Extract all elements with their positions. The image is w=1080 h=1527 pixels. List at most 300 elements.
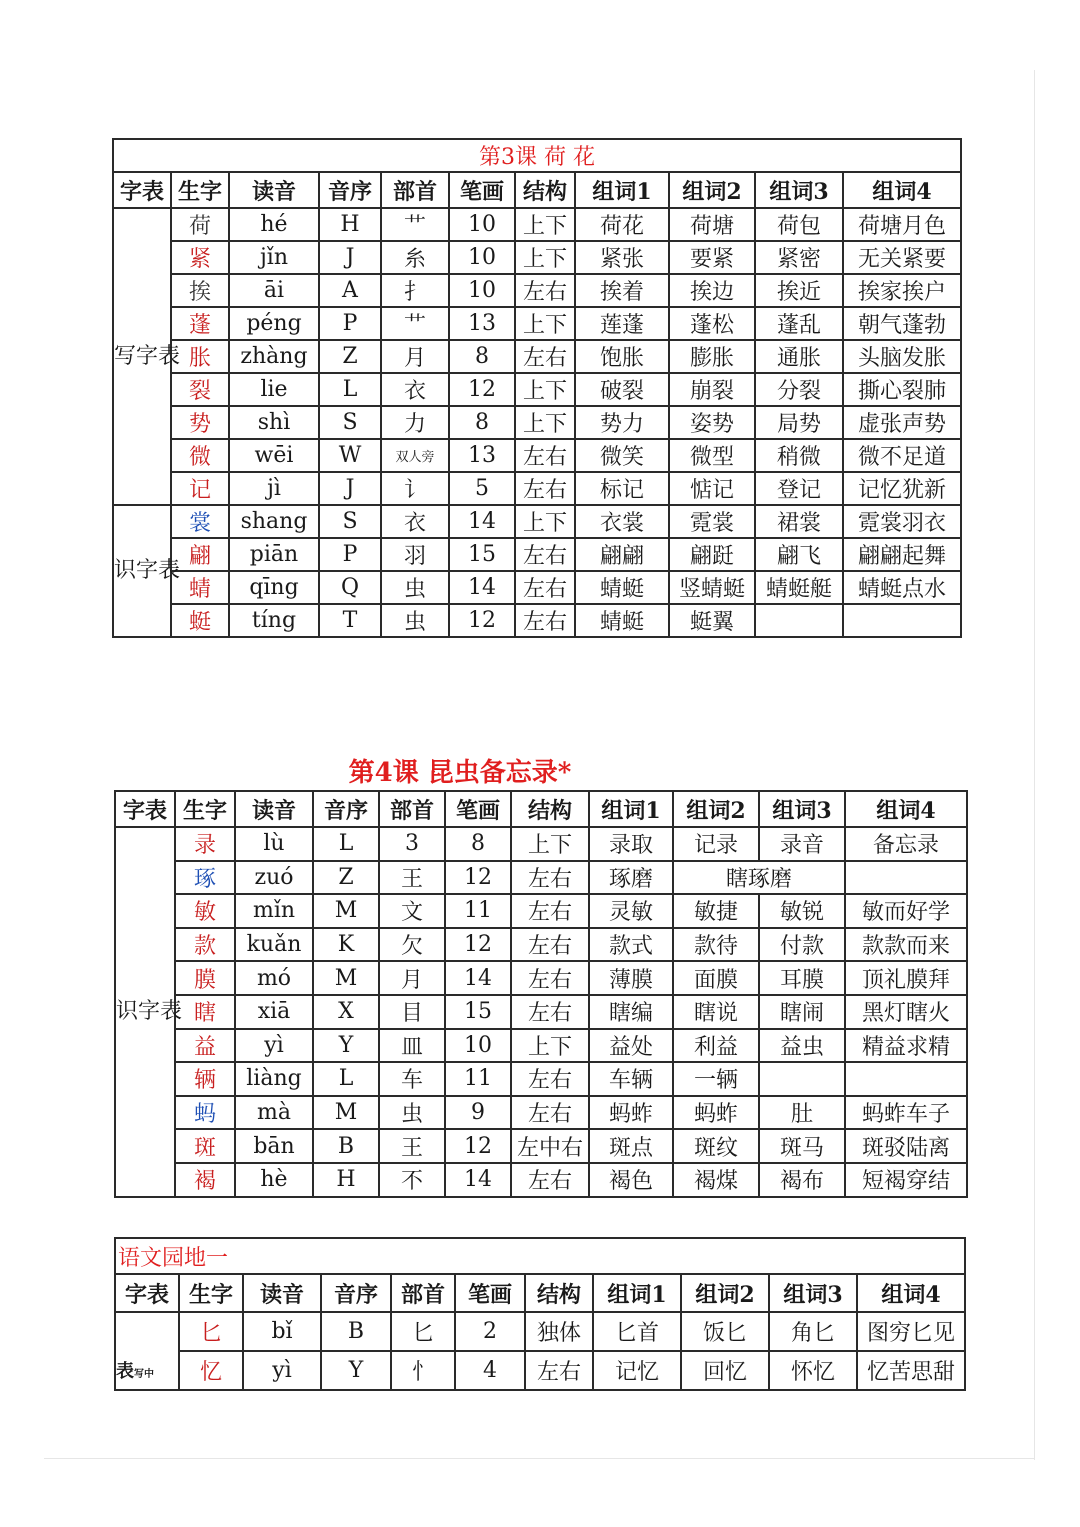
cell-w4: 蜻蜓点水 — [843, 571, 961, 604]
cell-strokes: 12 — [445, 928, 511, 962]
cell-structure: 左右 — [511, 961, 589, 995]
cell-structure: 左右 — [511, 1163, 589, 1197]
cell-char: 紧 — [171, 241, 229, 274]
cell-w4: 微不足道 — [843, 439, 961, 472]
column-header: 读音 — [235, 791, 313, 827]
cell-w4: 虚张声势 — [843, 406, 961, 439]
cell-w4: 款款而来 — [845, 928, 967, 962]
cell-w1: 琢磨 — [589, 861, 673, 895]
cell-w1: 蜻蜓 — [575, 604, 669, 637]
column-header: 字表 — [115, 1274, 179, 1312]
cell-initial: J — [319, 472, 381, 505]
cell-w3: 荷包 — [755, 208, 843, 241]
column-header: 部首 — [391, 1274, 455, 1312]
cell-w3: 紧密 — [755, 241, 843, 274]
cell-w4: 朝气蓬勃 — [843, 307, 961, 340]
cell-w1: 车辆 — [589, 1062, 673, 1096]
cell-radical: 讠 — [381, 472, 449, 505]
cell-w2: 膨胀 — [669, 340, 755, 373]
cell-strokes: 13 — [449, 439, 515, 472]
cell-w1: 荷花 — [575, 208, 669, 241]
cell-initial: Y — [313, 1029, 379, 1063]
cell-char: 琢 — [175, 861, 235, 895]
column-header: 音序 — [313, 791, 379, 827]
table-row — [115, 861, 967, 895]
cell-w1: 衣裳 — [575, 505, 669, 538]
table-header-row — [115, 791, 967, 827]
table-row — [113, 307, 961, 340]
cell-w1: 紧张 — [575, 241, 669, 274]
cell-radical: 王 — [379, 861, 445, 895]
cell-pinyin: mó — [235, 961, 313, 995]
cell-initial: K — [313, 928, 379, 962]
cell-w3: 斑马 — [759, 1129, 845, 1163]
table-row — [113, 208, 961, 241]
cell-w4: 短褐穿结 — [845, 1163, 967, 1197]
cell-strokes: 15 — [445, 995, 511, 1029]
cell-w2: 微型 — [669, 439, 755, 472]
cell-strokes: 9 — [445, 1096, 511, 1130]
column-header: 组词4 — [843, 172, 961, 208]
cell-structure: 上下 — [515, 406, 575, 439]
cell-structure: 左右 — [511, 1062, 589, 1096]
cell-w2: 荷塘 — [669, 208, 755, 241]
table-row — [115, 1312, 965, 1351]
cell-char: 膜 — [175, 961, 235, 995]
column-header: 字表 — [115, 791, 175, 827]
cell-structure: 左右 — [515, 604, 575, 637]
cell-pinyin: mà — [235, 1096, 313, 1130]
cell-w2: 蚂蚱 — [673, 1096, 759, 1130]
column-header: 组词1 — [593, 1274, 681, 1312]
column-header: 组词3 — [759, 791, 845, 827]
cell-w2: 蓬松 — [669, 307, 755, 340]
cell-strokes: 14 — [449, 571, 515, 604]
cell-w1: 破裂 — [575, 373, 669, 406]
cell-strokes: 8 — [445, 827, 511, 861]
cell-w2: 款待 — [673, 928, 759, 962]
cell-strokes: 15 — [449, 538, 515, 571]
column-header: 笔画 — [449, 172, 515, 208]
cell-char: 裳 — [171, 505, 229, 538]
cell-initial: M — [313, 1096, 379, 1130]
cell-char: 款 — [175, 928, 235, 962]
cell-initial: B — [313, 1129, 379, 1163]
cell-radical: 虫 — [381, 604, 449, 637]
cell-w3: 翩飞 — [755, 538, 843, 571]
cell-radical: 忄 — [391, 1351, 455, 1390]
cell-w4: 蚂蚱车子 — [845, 1096, 967, 1130]
column-header: 组词1 — [575, 172, 669, 208]
cell-w2: 褐煤 — [673, 1163, 759, 1197]
column-header: 结构 — [525, 1274, 593, 1312]
column-header: 字表 — [113, 172, 171, 208]
table-row — [113, 571, 961, 604]
cell-pinyin: yì — [243, 1351, 321, 1390]
cell-w4: 备忘录 — [845, 827, 967, 861]
cell-w3: 肚 — [759, 1096, 845, 1130]
cell-w1: 翩翩 — [575, 538, 669, 571]
column-header: 读音 — [229, 172, 319, 208]
cell-structure: 左右 — [515, 472, 575, 505]
cell-w1: 标记 — [575, 472, 669, 505]
cell-w2: 蜓翼 — [669, 604, 755, 637]
cell-w3: 稍微 — [755, 439, 843, 472]
table-row — [115, 894, 967, 928]
group-label: 识字表 — [113, 505, 171, 637]
cell-pinyin: tíng — [229, 604, 319, 637]
cell-w3: 耳膜 — [759, 961, 845, 995]
table-title-row — [113, 139, 961, 172]
cell-w2: 记录 — [673, 827, 759, 861]
cell-structure: 左右 — [511, 1096, 589, 1130]
cell-w3: 瞎闹 — [759, 995, 845, 1029]
cell-initial: B — [321, 1312, 391, 1351]
cell-w4: 无关紧要 — [843, 241, 961, 274]
cell-w4: 敏而好学 — [845, 894, 967, 928]
cell-w4: 记忆犹新 — [843, 472, 961, 505]
cell-pinyin: piān — [229, 538, 319, 571]
cell-radical: 匕 — [391, 1312, 455, 1351]
cell-w4: 图穷匕见 — [857, 1312, 965, 1351]
cell-pinyin: lù — [235, 827, 313, 861]
cell-strokes: 13 — [449, 307, 515, 340]
cell-radical: 扌 — [381, 274, 449, 307]
lesson-title: 第4课 昆虫备忘录* — [348, 758, 572, 788]
cell-pinyin: shang — [229, 505, 319, 538]
cell-pinyin: xiā — [235, 995, 313, 1029]
group-label — [115, 1312, 179, 1390]
cell-structure: 左中右 — [511, 1129, 589, 1163]
column-header: 读音 — [243, 1274, 321, 1312]
cell-strokes: 14 — [449, 505, 515, 538]
cell-initial: S — [319, 505, 381, 538]
cell-char: 荷 — [171, 208, 229, 241]
cell-w4: 斑驳陆离 — [845, 1129, 967, 1163]
cell-w1: 饱胀 — [575, 340, 669, 373]
cell-pinyin: lie — [229, 373, 319, 406]
cell-w1: 记忆 — [593, 1351, 681, 1390]
cell-initial: H — [319, 208, 381, 241]
cell-w4: 翩翩起舞 — [843, 538, 961, 571]
cell-radical: 王 — [379, 1129, 445, 1163]
cell-strokes: 10 — [445, 1029, 511, 1063]
table-title-row — [115, 1238, 965, 1274]
cell-w2: 瞎说 — [673, 995, 759, 1029]
cell-w3: 挨近 — [755, 274, 843, 307]
column-header: 生字 — [175, 791, 235, 827]
lesson4-section — [114, 790, 966, 1198]
column-header: 结构 — [515, 172, 575, 208]
cell-initial: P — [319, 538, 381, 571]
cell-strokes: 14 — [445, 961, 511, 995]
cell-w3: 褐布 — [759, 1163, 845, 1197]
cell-structure: 左右 — [515, 340, 575, 373]
column-header: 组词4 — [857, 1274, 965, 1312]
cell-w3: 蜻蜓艇 — [755, 571, 843, 604]
cell-structure: 左右 — [511, 861, 589, 895]
table-row — [113, 340, 961, 373]
lesson3-section — [112, 138, 960, 638]
cell-initial: L — [313, 827, 379, 861]
cell-radical: 糸 — [381, 241, 449, 274]
lesson-title: 第3课 荷 花 — [113, 139, 961, 172]
cell-w1: 斑点 — [589, 1129, 673, 1163]
table-row — [115, 995, 967, 1029]
cell-w3: 敏锐 — [759, 894, 845, 928]
table-header-row — [115, 1274, 965, 1312]
cell-w4: 精益求精 — [845, 1029, 967, 1063]
cell-radical: 皿 — [379, 1029, 445, 1063]
cell-w4: 挨家挨户 — [843, 274, 961, 307]
cell-pinyin: jì — [229, 472, 319, 505]
column-header: 组词4 — [845, 791, 967, 827]
cell-w3: 录音 — [759, 827, 845, 861]
cell-char: 记 — [171, 472, 229, 505]
cell-initial: T — [319, 604, 381, 637]
table-row — [113, 241, 961, 274]
lesson3-table — [112, 138, 962, 638]
table-row — [115, 1062, 967, 1096]
cell-char: 裂 — [171, 373, 229, 406]
cell-structure: 左右 — [511, 928, 589, 962]
cell-w1: 蜻蜓 — [575, 571, 669, 604]
cell-radical: 双人旁 — [381, 439, 449, 472]
cell-initial: W — [319, 439, 381, 472]
cell-char: 蚂 — [175, 1096, 235, 1130]
cell-pinyin: wēi — [229, 439, 319, 472]
cell-strokes: 12 — [445, 1129, 511, 1163]
cell-char: 胀 — [171, 340, 229, 373]
cell-strokes: 11 — [445, 1062, 511, 1096]
cell-pinyin: hé — [229, 208, 319, 241]
cell-w3: 益虫 — [759, 1029, 845, 1063]
cell-w3: 怀忆 — [769, 1351, 857, 1390]
cell-char: 蓬 — [171, 307, 229, 340]
cell-w2: 姿势 — [669, 406, 755, 439]
cell-pinyin: bān — [235, 1129, 313, 1163]
table-header-row — [113, 172, 961, 208]
table-row — [115, 1163, 967, 1197]
cell-structure: 上下 — [511, 827, 589, 861]
cell-w1: 款式 — [589, 928, 673, 962]
cell-w4: 荷塘月色 — [843, 208, 961, 241]
column-header: 组词2 — [681, 1274, 769, 1312]
cell-w3: 登记 — [755, 472, 843, 505]
garden-section — [114, 1237, 964, 1391]
cell-structure: 上下 — [511, 1029, 589, 1063]
cell-structure: 上下 — [515, 373, 575, 406]
cell-w2: 一辆 — [673, 1062, 759, 1096]
cell-w1: 莲蓬 — [575, 307, 669, 340]
cell-radical: 月 — [379, 961, 445, 995]
cell-strokes: 10 — [449, 241, 515, 274]
cell-initial: A — [319, 274, 381, 307]
column-header: 结构 — [511, 791, 589, 827]
cell-structure: 左右 — [515, 274, 575, 307]
cell-w1: 蚂蚱 — [589, 1096, 673, 1130]
table-row — [115, 1096, 967, 1130]
cell-radical: 不 — [379, 1163, 445, 1197]
cell-initial: Y — [321, 1351, 391, 1390]
cell-w3: 分裂 — [755, 373, 843, 406]
cell-w4: 撕心裂肺 — [843, 373, 961, 406]
cell-w3 — [759, 1062, 845, 1096]
cell-w2: 敏捷 — [673, 894, 759, 928]
cell-pinyin: mǐn — [235, 894, 313, 928]
cell-initial: Z — [313, 861, 379, 895]
cell-w1: 瞎编 — [589, 995, 673, 1029]
cell-initial: L — [313, 1062, 379, 1096]
column-header: 组词2 — [673, 791, 759, 827]
cell-strokes: 12 — [449, 373, 515, 406]
cell-char: 势 — [171, 406, 229, 439]
table-row — [113, 274, 961, 307]
cell-pinyin: hè — [235, 1163, 313, 1197]
cell-char: 斑 — [175, 1129, 235, 1163]
cell-initial: M — [313, 894, 379, 928]
cell-w4 — [845, 861, 967, 895]
page-edge — [1034, 70, 1035, 1460]
cell-w4: 黑灯瞎火 — [845, 995, 967, 1029]
cell-w1: 灵敏 — [589, 894, 673, 928]
cell-w2: 挨边 — [669, 274, 755, 307]
cell-radical: 艹 — [381, 208, 449, 241]
cell-initial: M — [313, 961, 379, 995]
cell-strokes: 5 — [449, 472, 515, 505]
table-row — [115, 1029, 967, 1063]
cell-pinyin: zhàng — [229, 340, 319, 373]
cell-structure: 上下 — [515, 241, 575, 274]
column-header: 组词3 — [755, 172, 843, 208]
column-header: 生字 — [179, 1274, 243, 1312]
cell-radical: 月 — [381, 340, 449, 373]
table-row — [115, 827, 967, 861]
cell-w4: 霓裳羽衣 — [843, 505, 961, 538]
table-row — [113, 439, 961, 472]
cell-w3: 角匕 — [769, 1312, 857, 1351]
cell-w1: 录取 — [589, 827, 673, 861]
cell-w2: 翩跹 — [669, 538, 755, 571]
cell-structure: 左右 — [511, 995, 589, 1029]
garden-table — [114, 1237, 966, 1391]
cell-structure: 独体 — [525, 1312, 593, 1351]
cell-w4: 忆苦思甜 — [857, 1351, 965, 1390]
cell-w2: 崩裂 — [669, 373, 755, 406]
column-header: 组词2 — [669, 172, 755, 208]
group-label-small: 写中 — [134, 1369, 154, 1380]
cell-w2: 惦记 — [669, 472, 755, 505]
column-header: 笔画 — [455, 1274, 525, 1312]
cell-pinyin: yì — [235, 1029, 313, 1063]
cell-w3: 蓬乱 — [755, 307, 843, 340]
cell-w1: 势力 — [575, 406, 669, 439]
cell-radical: 文 — [379, 894, 445, 928]
cell-w2: 面膜 — [673, 961, 759, 995]
cell-strokes: 12 — [449, 604, 515, 637]
cell-w2: 斑纹 — [673, 1129, 759, 1163]
cell-initial: J — [319, 241, 381, 274]
cell-structure: 上下 — [515, 505, 575, 538]
cell-char: 挨 — [171, 274, 229, 307]
cell-radical: 欠 — [379, 928, 445, 962]
cell-char: 蜓 — [171, 604, 229, 637]
cell-char: 敏 — [175, 894, 235, 928]
cell-w4 — [845, 1062, 967, 1096]
cell-w1: 益处 — [589, 1029, 673, 1063]
cell-w3 — [755, 604, 843, 637]
table-row — [113, 472, 961, 505]
column-header: 音序 — [319, 172, 381, 208]
cell-char: 微 — [171, 439, 229, 472]
table-row — [113, 604, 961, 637]
cell-char: 褐 — [175, 1163, 235, 1197]
table-row — [113, 505, 961, 538]
cell-pinyin: jǐn — [229, 241, 319, 274]
cell-char: 蜻 — [171, 571, 229, 604]
cell-w4 — [843, 604, 961, 637]
table-row — [113, 373, 961, 406]
cell-structure: 左右 — [515, 571, 575, 604]
cell-w2: 利益 — [673, 1029, 759, 1063]
cell-pinyin: āi — [229, 274, 319, 307]
cell-w2: 霓裳 — [669, 505, 755, 538]
cell-structure: 左右 — [515, 538, 575, 571]
table-row — [115, 1129, 967, 1163]
column-header: 音序 — [321, 1274, 391, 1312]
cell-w1: 微笑 — [575, 439, 669, 472]
cell-pinyin: zuó — [235, 861, 313, 895]
cell-char: 忆 — [179, 1351, 243, 1390]
cell-pinyin: qīng — [229, 571, 319, 604]
cell-char: 录 — [175, 827, 235, 861]
cell-w1: 褐色 — [589, 1163, 673, 1197]
cell-strokes: 10 — [449, 208, 515, 241]
cell-structure: 上下 — [515, 307, 575, 340]
cell-w1: 薄膜 — [589, 961, 673, 995]
cell-char: 益 — [175, 1029, 235, 1063]
cell-pinyin: kuǎn — [235, 928, 313, 962]
cell-initial: Q — [319, 571, 381, 604]
cell-w3: 付款 — [759, 928, 845, 962]
table-row — [115, 1351, 965, 1390]
cell-char: 瞎 — [175, 995, 235, 1029]
cell-w3: 通胀 — [755, 340, 843, 373]
cell-char: 匕 — [179, 1312, 243, 1351]
cell-w1: 挨着 — [575, 274, 669, 307]
cell-pinyin: péng — [229, 307, 319, 340]
cell-strokes: 8 — [449, 340, 515, 373]
cell-strokes: 14 — [445, 1163, 511, 1197]
cell-initial: H — [313, 1163, 379, 1197]
cell-radical: 衣 — [381, 373, 449, 406]
cell-radical: 艹 — [381, 307, 449, 340]
cell-radical: 车 — [379, 1062, 445, 1096]
cell-w2: 瞎琢磨 — [673, 861, 845, 895]
cell-w2: 回忆 — [681, 1351, 769, 1390]
cell-strokes: 10 — [449, 274, 515, 307]
cell-initial: P — [319, 307, 381, 340]
cell-strokes: 8 — [449, 406, 515, 439]
cell-radical: 力 — [381, 406, 449, 439]
cell-w1: 匕首 — [593, 1312, 681, 1351]
column-header: 生字 — [171, 172, 229, 208]
cell-initial: Z — [319, 340, 381, 373]
cell-w2: 竖蜻蜓 — [669, 571, 755, 604]
group-label: 写字表 — [113, 208, 171, 505]
cell-char: 翩 — [171, 538, 229, 571]
cell-initial: S — [319, 406, 381, 439]
